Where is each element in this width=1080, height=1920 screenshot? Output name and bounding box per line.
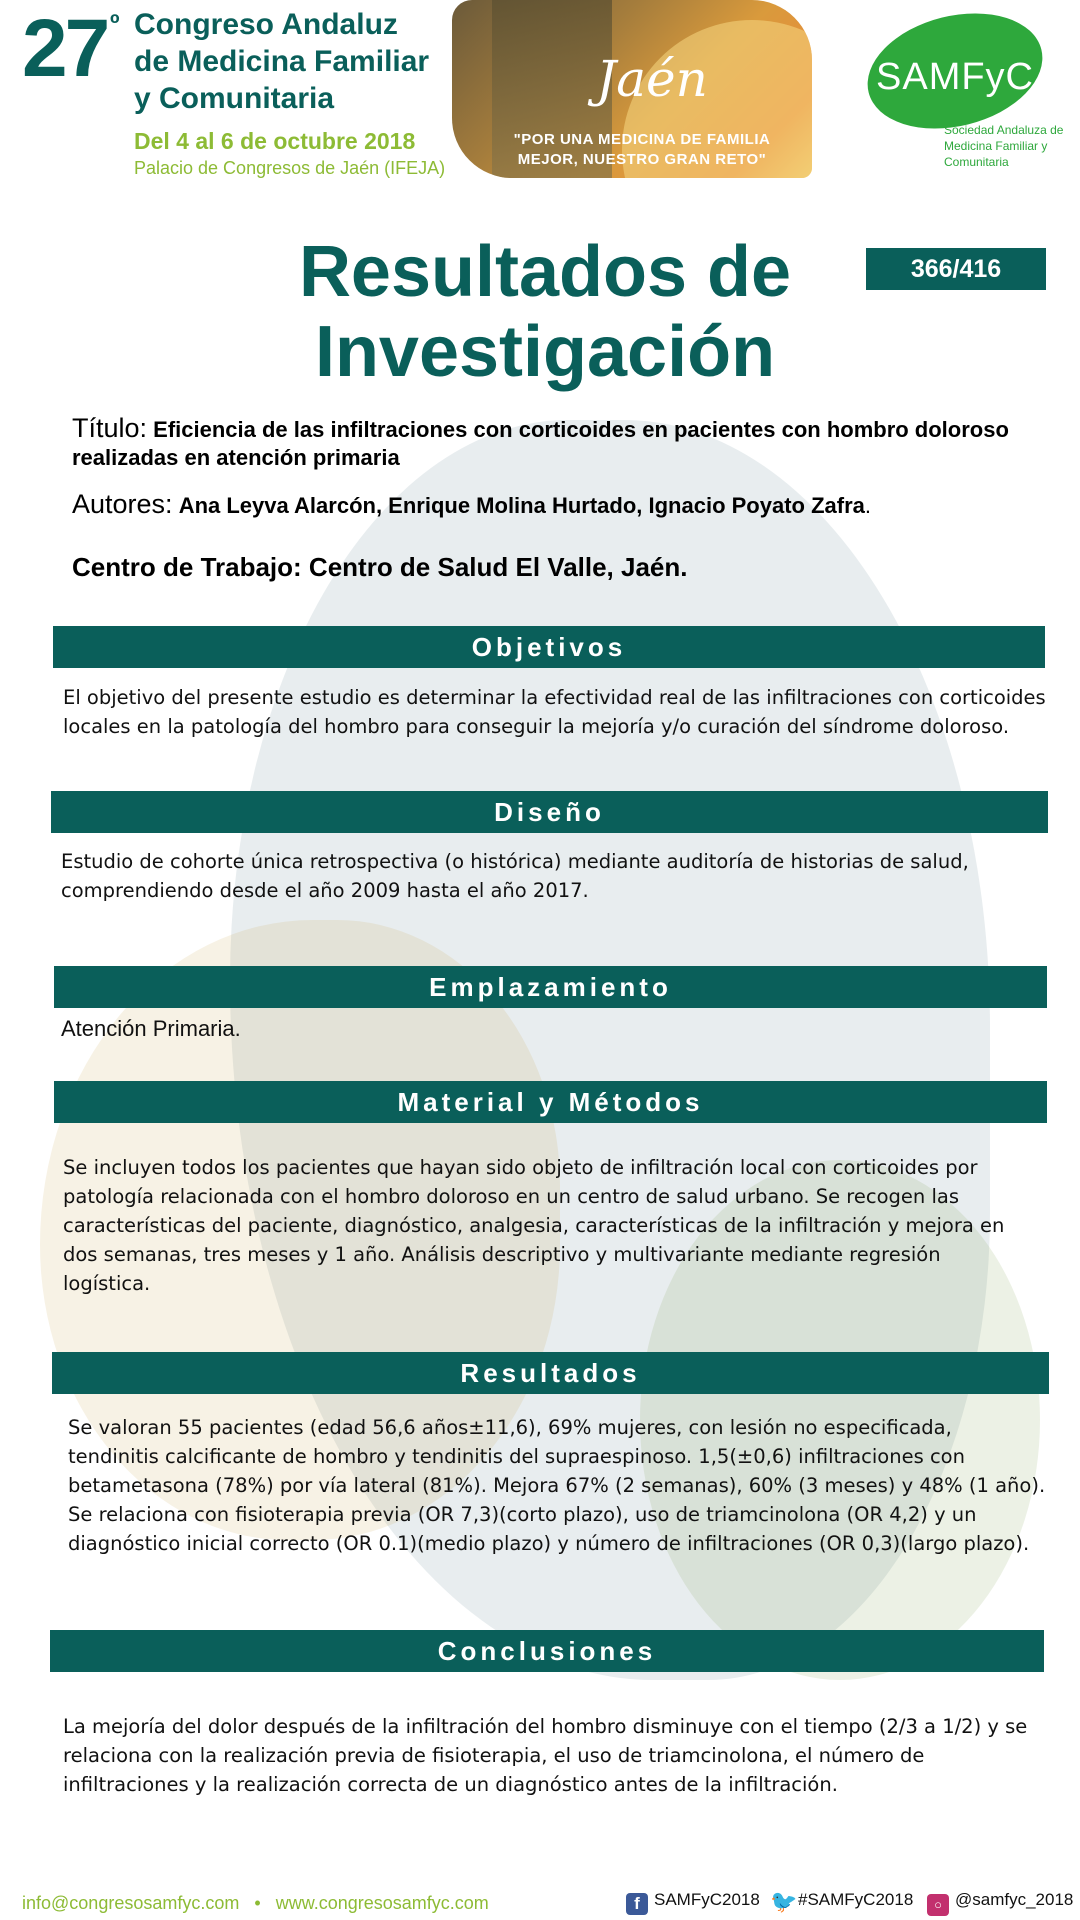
facebook-handle: SAMFyC2018 — [654, 1890, 760, 1909]
congress-name: Congreso Andaluz de Medicina Familiar y Comunitaria — [134, 8, 430, 115]
work-center: Centro de Trabajo: Centro de Salud El Valle, Jaén. — [72, 552, 688, 582]
section-heading-diseno: Diseño — [51, 791, 1048, 833]
congress-number: 27 — [22, 3, 108, 94]
poster-number-badge: 366/416 — [866, 248, 1046, 290]
authors-label: Autores: — [72, 489, 173, 519]
samfyc-logo-text: SAMFyC — [876, 56, 1034, 98]
authors-suffix: . — [864, 493, 872, 518]
twitter-icon: 🐦 — [770, 1889, 798, 1914]
section-text-conclusiones: La mejoría del dolor después de la infiltración del hombro disminuye con el tiempo (2/3 a 1/2) y se relaciona con la realización previa de fisioterapia, el uso de triamcinolona, el número de infiltraciones y la realización correcta de un diagnóstico antes de la infiltración. — [63, 1715, 1028, 1796]
congress-superscript: º — [110, 8, 120, 38]
city-banner-image — [452, 0, 812, 178]
footer-email[interactable]: info@congresosamfyc.com — [22, 1893, 240, 1913]
section-text-diseno: Estudio de cohorte única retrospectiva (o histórica) mediante auditoría de historias de salud, comprendiendo desde el año 2009 hasta el año 2017. — [61, 850, 969, 902]
congress-dates: Del 4 al 6 de octubre 2018 — [134, 128, 416, 154]
facebook-icon: f — [626, 1893, 648, 1915]
section-heading-conclusiones: Conclusiones — [50, 1630, 1044, 1672]
instagram-icon: ○ — [927, 1894, 949, 1916]
authors: Ana Leyva Alarcón, Enrique Molina Hurtado, Ignacio Poyato Zafra — [178, 493, 865, 518]
poster-heading: Resultados de Investigación — [298, 232, 792, 392]
footer-facebook[interactable] — [626, 1890, 760, 1915]
twitter-handle: #SAMFyC2018 — [798, 1890, 914, 1909]
congress-motto: "POR UNA MEDICINA DE FAMILIA MEJOR, NUESTRO GRAN RETO" — [513, 131, 771, 168]
samfyc-logo-subtitle: Sociedad Andaluza de Medicina Familiar y Comunitaria — [944, 123, 1064, 169]
section-text-emplazamiento: Atención Primaria. — [61, 1016, 241, 1041]
footer-instagram[interactable] — [927, 1890, 1073, 1916]
title-label: Título: — [72, 413, 148, 443]
section-text-resultados: Se valoran 55 pacientes (edad 56,6 años±11,6), 69% mujeres, con lesión no especificada, tendinitis calcificante de hombro y tendinitis del supraespinoso. 1,5(±0,6) infiltraciones con betametasona (78%) por vía lateral (81%). Mejora 67% (2 semanas), 60% (3 meses) y 48% (1 año). Se relaciona con fisioterapia previa (OR 7,3)(corto plazo), uso de triamcinolona (OR 4,2) y un diagnóstico inicial correcto (OR 0.1)(medio plazo) y número de infiltraciones (OR 0,3)(largo plazo). — [68, 1416, 1046, 1555]
section-heading-objetivos: Objetivos — [53, 626, 1045, 668]
section-heading-material: Material y Métodos — [54, 1081, 1047, 1123]
section-text-objetivos: El objetivo del presente estudio es determinar la efectividad real de las infiltraciones con corticoides locales en la patología del hombro para conseguir la mejoría y/o curación del síndrome doloroso. — [63, 686, 1046, 738]
footer-separator: • — [254, 1893, 261, 1913]
footer-contact — [22, 1893, 489, 1914]
section-text-material: Se incluyen todos los pacientes que hayan sido objeto de infiltración local con corticoides por patología relacionada con el hombro doloroso en un centro de salud urbano. Se recogen las características del paciente, diagnóstico, analgesia, características de la infiltración y mejora en dos semanas, tres meses y 1 año. Análisis descriptivo y multivariante mediante regresión logística. — [63, 1156, 1005, 1295]
section-heading-resultados: Resultados — [52, 1352, 1049, 1394]
congress-venue: Palacio de Congresos de Jaén (IFEJA) — [134, 158, 446, 178]
poster-title-line — [72, 414, 1022, 472]
poster-title: Eficiencia de las infiltraciones con corticoides en pacientes con hombro doloroso realizadas en atención primaria — [72, 417, 1009, 470]
section-heading-emplazamiento: Emplazamiento — [54, 966, 1047, 1008]
city-name: Jaén — [596, 50, 708, 108]
congress-header — [0, 0, 1080, 190]
instagram-handle: @samfyc_2018 — [955, 1890, 1074, 1909]
footer-twitter[interactable] — [770, 1890, 913, 1913]
footer-website[interactable]: www.congresosamfyc.com — [275, 1893, 489, 1913]
authors-line — [72, 489, 1022, 520]
